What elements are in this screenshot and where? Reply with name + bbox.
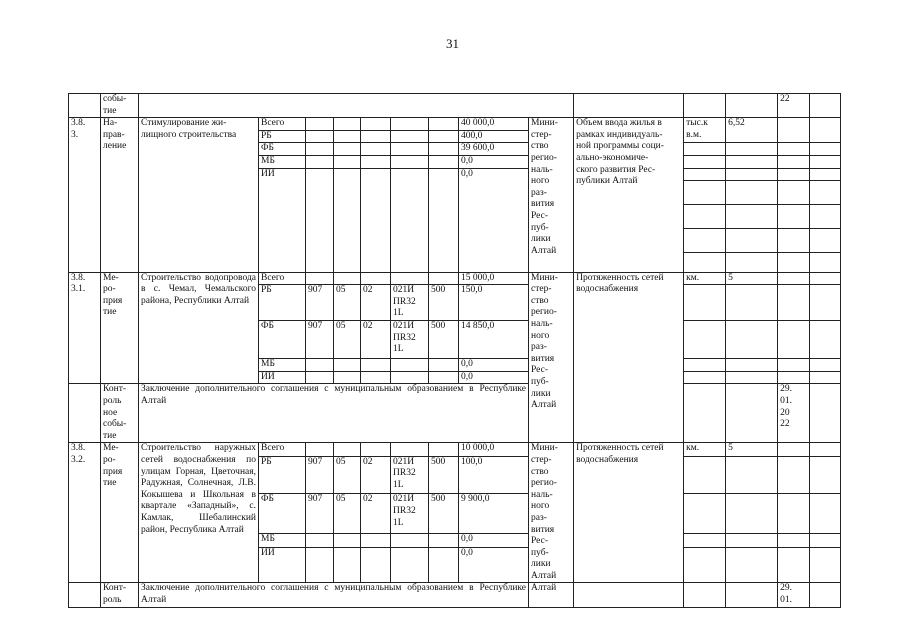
table-cell: На- прав- ление (101, 118, 139, 272)
table-cell: 3.8. 3.1. (69, 272, 101, 384)
table-cell (306, 143, 334, 156)
table-cell: МБ (259, 359, 306, 372)
table-cell (810, 118, 841, 143)
table-cell (684, 384, 726, 443)
table-cell (391, 359, 429, 372)
table-cell (334, 272, 361, 285)
table-cell (684, 371, 726, 384)
table-cell: Строительство наружных сетей водоснабжения по улицам Горная, Цветочная, Радужная, Солнечная, Л.В. Кокышева и Школьная в квартале «Западный», с. Камлак, Шебалинский район, Республика Алтай (139, 443, 259, 583)
table-cell (726, 155, 778, 168)
table-cell: 021И ПR32 1L (391, 321, 429, 359)
table-cell: Стимулирование жи- лищного строительства (139, 118, 259, 272)
table-cell (684, 494, 726, 534)
table-cell: 02 (361, 285, 391, 321)
table-cell: Всего (259, 443, 306, 456)
table-cell (69, 384, 101, 443)
table-cell (361, 130, 391, 143)
table-cell: 02 (361, 456, 391, 494)
table-cell: 5 (726, 443, 778, 456)
table-cell (684, 456, 726, 494)
table-cell: 021И ПR32 1L (391, 494, 429, 534)
table-cell (361, 534, 391, 547)
table-cell (810, 534, 841, 547)
table-cell: км. (684, 272, 726, 285)
table-cell: 05 (334, 285, 361, 321)
table-cell (429, 359, 459, 372)
table-cell (778, 547, 810, 583)
table-cell (306, 443, 334, 456)
table-cell (778, 359, 810, 372)
table-cell: 500 (429, 321, 459, 359)
table-cell (778, 180, 810, 204)
table-cell (810, 456, 841, 494)
table-cell (778, 118, 810, 143)
table-cell (361, 371, 391, 384)
table-cell (778, 321, 810, 359)
table-cell (574, 583, 684, 607)
table-cell: Всего (259, 272, 306, 285)
table-cell (429, 371, 459, 384)
table-cell (726, 168, 778, 180)
ktt-date: 22 (778, 94, 810, 118)
table-cell (726, 384, 778, 443)
table-cell (684, 180, 726, 204)
table-cell (139, 94, 574, 118)
table-cell: 14 850,0 (459, 321, 529, 359)
table-cell: собы- тие (101, 94, 139, 118)
table-cell (684, 534, 726, 547)
table-cell (684, 204, 726, 228)
table-cell: 907 (306, 494, 334, 534)
table-cell (726, 252, 778, 272)
table-row (69, 443, 841, 456)
table-cell: 021И ПR32 1L (391, 456, 429, 494)
table-cell: Ме- ро- прия тие (101, 443, 139, 583)
table-cell: 02 (361, 494, 391, 534)
table-cell (778, 272, 810, 285)
table-cell (429, 534, 459, 547)
table-cell: км. (684, 443, 726, 456)
table-cell (69, 94, 101, 118)
table-cell (334, 547, 361, 583)
table-cell (810, 371, 841, 384)
table-cell: Ме- ро- прия тие (101, 272, 139, 384)
table-cell: 500 (429, 494, 459, 534)
table-cell (429, 155, 459, 168)
table-cell: 05 (334, 494, 361, 534)
table-cell: ИИ (259, 547, 306, 583)
table-cell (810, 228, 841, 252)
table-cell: 5 (726, 272, 778, 285)
table-cell (429, 118, 459, 131)
table-cell (778, 285, 810, 321)
table-cell (810, 321, 841, 359)
table-cell (429, 547, 459, 583)
table-cell (726, 494, 778, 534)
table-cell (306, 534, 334, 547)
table-cell: РБ (259, 456, 306, 494)
table-cell: 021И ПR32 1L (391, 285, 429, 321)
table-cell: 15 000,0 (459, 272, 529, 285)
table-cell (684, 143, 726, 156)
table-cell (810, 494, 841, 534)
table-cell (778, 371, 810, 384)
program-table (68, 93, 841, 608)
control-event-row (69, 583, 841, 607)
table-cell (778, 143, 810, 156)
table-cell: Всего (259, 118, 306, 131)
table-cell: Конт- роль (101, 583, 139, 607)
table-cell: 0,0 (459, 168, 529, 272)
table-cell (684, 252, 726, 272)
table-cell (429, 143, 459, 156)
table-cell: Конт- роль ное собы- тие (101, 384, 139, 443)
table-cell: тыс.к в.м. (684, 118, 726, 143)
table-cell (391, 534, 429, 547)
table-cell (778, 443, 810, 456)
table-cell (684, 359, 726, 372)
table-cell (361, 359, 391, 372)
table-cell: 500 (429, 456, 459, 494)
table-cell: РБ (259, 130, 306, 143)
table-cell (684, 228, 726, 252)
table-cell: Протяженность сетей водоснабжения (574, 443, 684, 583)
table-cell (334, 371, 361, 384)
table-cell (810, 155, 841, 168)
table-cell (334, 443, 361, 456)
table-row (69, 118, 841, 131)
table-cell: 3.8. 3. (69, 118, 101, 272)
table-cell: ИИ (259, 371, 306, 384)
page-number: 31 (446, 36, 459, 51)
table-cell (726, 285, 778, 321)
table-cell (726, 534, 778, 547)
table-cell: 6,52 (726, 118, 778, 143)
table-cell (726, 143, 778, 156)
table-cell: ФБ (259, 321, 306, 359)
table-cell (391, 272, 429, 285)
table-cell: 500 (429, 285, 459, 321)
table-cell (306, 359, 334, 372)
table-cell (810, 272, 841, 285)
table-cell (361, 168, 391, 272)
table-cell: Протяженность сетей водоснабжения (574, 272, 684, 443)
table-cell (429, 168, 459, 272)
table-cell (391, 155, 429, 168)
table-cell (810, 359, 841, 372)
table-cell (778, 155, 810, 168)
table-cell (778, 204, 810, 228)
table-cell (726, 204, 778, 228)
table-cell (810, 143, 841, 156)
table-cell (684, 547, 726, 583)
table-cell (391, 130, 429, 143)
table-cell: Мини- стер- ство регио- наль- ного раз- вития Рес- пуб- лики Алтай (529, 118, 574, 272)
table-cell (306, 130, 334, 143)
table-cell (391, 547, 429, 583)
table-cell: Заключение дополнительного соглашения с муниципальным образованием в Республике Алтай (139, 384, 529, 443)
table-cell: 40 000,0 (459, 118, 529, 131)
table-cell: 9 900,0 (459, 494, 529, 534)
table-cell (726, 359, 778, 372)
table-cell (361, 272, 391, 285)
table-cell: 0,0 (459, 359, 529, 372)
table-cell: 907 (306, 285, 334, 321)
table-cell (810, 252, 841, 272)
table-cell (726, 180, 778, 204)
table-cell (810, 547, 841, 583)
table-cell (684, 155, 726, 168)
table-cell (778, 252, 810, 272)
table-cell: 02 (361, 321, 391, 359)
table-cell: ФБ (259, 143, 306, 156)
table-cell: Алтай (529, 583, 574, 607)
table-cell (429, 130, 459, 143)
table-cell (361, 118, 391, 131)
table-cell (334, 534, 361, 547)
table-cell: 0,0 (459, 155, 529, 168)
table-cell: 100,0 (459, 456, 529, 494)
table-cell (810, 443, 841, 456)
table-cell (726, 321, 778, 359)
table-cell (334, 130, 361, 143)
table-cell: 907 (306, 456, 334, 494)
table-cell (334, 143, 361, 156)
table-cell (684, 168, 726, 180)
table-cell (361, 547, 391, 583)
table-cell (810, 168, 841, 180)
table-cell: Мини- стер- ство регио- наль- ного раз- вития Рес- пуб- лики Алтай (529, 272, 574, 443)
table-cell (726, 583, 778, 607)
table-cell: ФБ (259, 494, 306, 534)
table-cell (778, 228, 810, 252)
table-cell (334, 155, 361, 168)
table-cell (778, 168, 810, 180)
table-cell (684, 321, 726, 359)
table-cell (391, 371, 429, 384)
table-cell: Заключение дополнительного соглашения с муниципальным образованием в Республике Алтай (139, 583, 529, 607)
table-cell: 10 000,0 (459, 443, 529, 456)
table-cell (361, 155, 391, 168)
table-cell: МБ (259, 155, 306, 168)
table-cell (778, 456, 810, 494)
table-cell (334, 168, 361, 272)
table-cell (69, 583, 101, 607)
table-cell (810, 285, 841, 321)
table-cell (810, 384, 841, 443)
table-cell (306, 168, 334, 272)
table-cell: 29. 01. 20 22 (778, 384, 810, 443)
table-cell (778, 494, 810, 534)
table-cell: Объем ввода жилья в рамках индивидуаль- ной программы соци- ально-экономиче- ского развития Рес- публики Алтай (574, 118, 684, 272)
table-cell: 0,0 (459, 534, 529, 547)
table-cell (306, 155, 334, 168)
table-cell (306, 118, 334, 131)
table-cell (334, 118, 361, 131)
table-cell (391, 143, 429, 156)
table-cell (684, 94, 726, 118)
table-cell (306, 371, 334, 384)
table-cell (726, 228, 778, 252)
table-cell (778, 534, 810, 547)
table-cell (810, 94, 841, 118)
table-cell: 05 (334, 456, 361, 494)
table-cell: 0,0 (459, 547, 529, 583)
table-row (69, 272, 841, 285)
table-cell (429, 272, 459, 285)
table-cell (361, 143, 391, 156)
table-cell: 400,0 (459, 130, 529, 143)
table-cell (684, 583, 726, 607)
table-cell: МБ (259, 534, 306, 547)
table-cell (391, 168, 429, 272)
table-cell (361, 443, 391, 456)
table-cell: Мини- стер- ство регио- наль- ного раз- вития Рес- пуб- лики Алтай (529, 443, 574, 583)
table-cell (684, 285, 726, 321)
table-cell (810, 204, 841, 228)
table-cell (334, 359, 361, 372)
table-cell (391, 443, 429, 456)
table-cell (810, 180, 841, 204)
table-cell (726, 547, 778, 583)
table-cell: 39 600,0 (459, 143, 529, 156)
table-cell: 05 (334, 321, 361, 359)
table-cell (306, 547, 334, 583)
table-cell: 907 (306, 321, 334, 359)
table-cell: 3.8. 3.2. (69, 443, 101, 583)
table-cell: 150,0 (459, 285, 529, 321)
table-cell (574, 94, 684, 118)
table-cell (429, 443, 459, 456)
table-cell (726, 456, 778, 494)
table-cell (726, 371, 778, 384)
table-cell (306, 272, 334, 285)
control-event-row (69, 384, 841, 443)
table-cell: Строительство водопровода в с. Чемал, Чемальского района, Республики Алтай (139, 272, 259, 384)
table-cell (810, 583, 841, 607)
table-cell: РБ (259, 285, 306, 321)
table-row (69, 94, 841, 118)
table-cell: ИИ (259, 168, 306, 272)
table-cell: 29. 01. (778, 583, 810, 607)
table-cell (726, 94, 778, 118)
table-cell: 0,0 (459, 371, 529, 384)
table-cell (391, 118, 429, 131)
